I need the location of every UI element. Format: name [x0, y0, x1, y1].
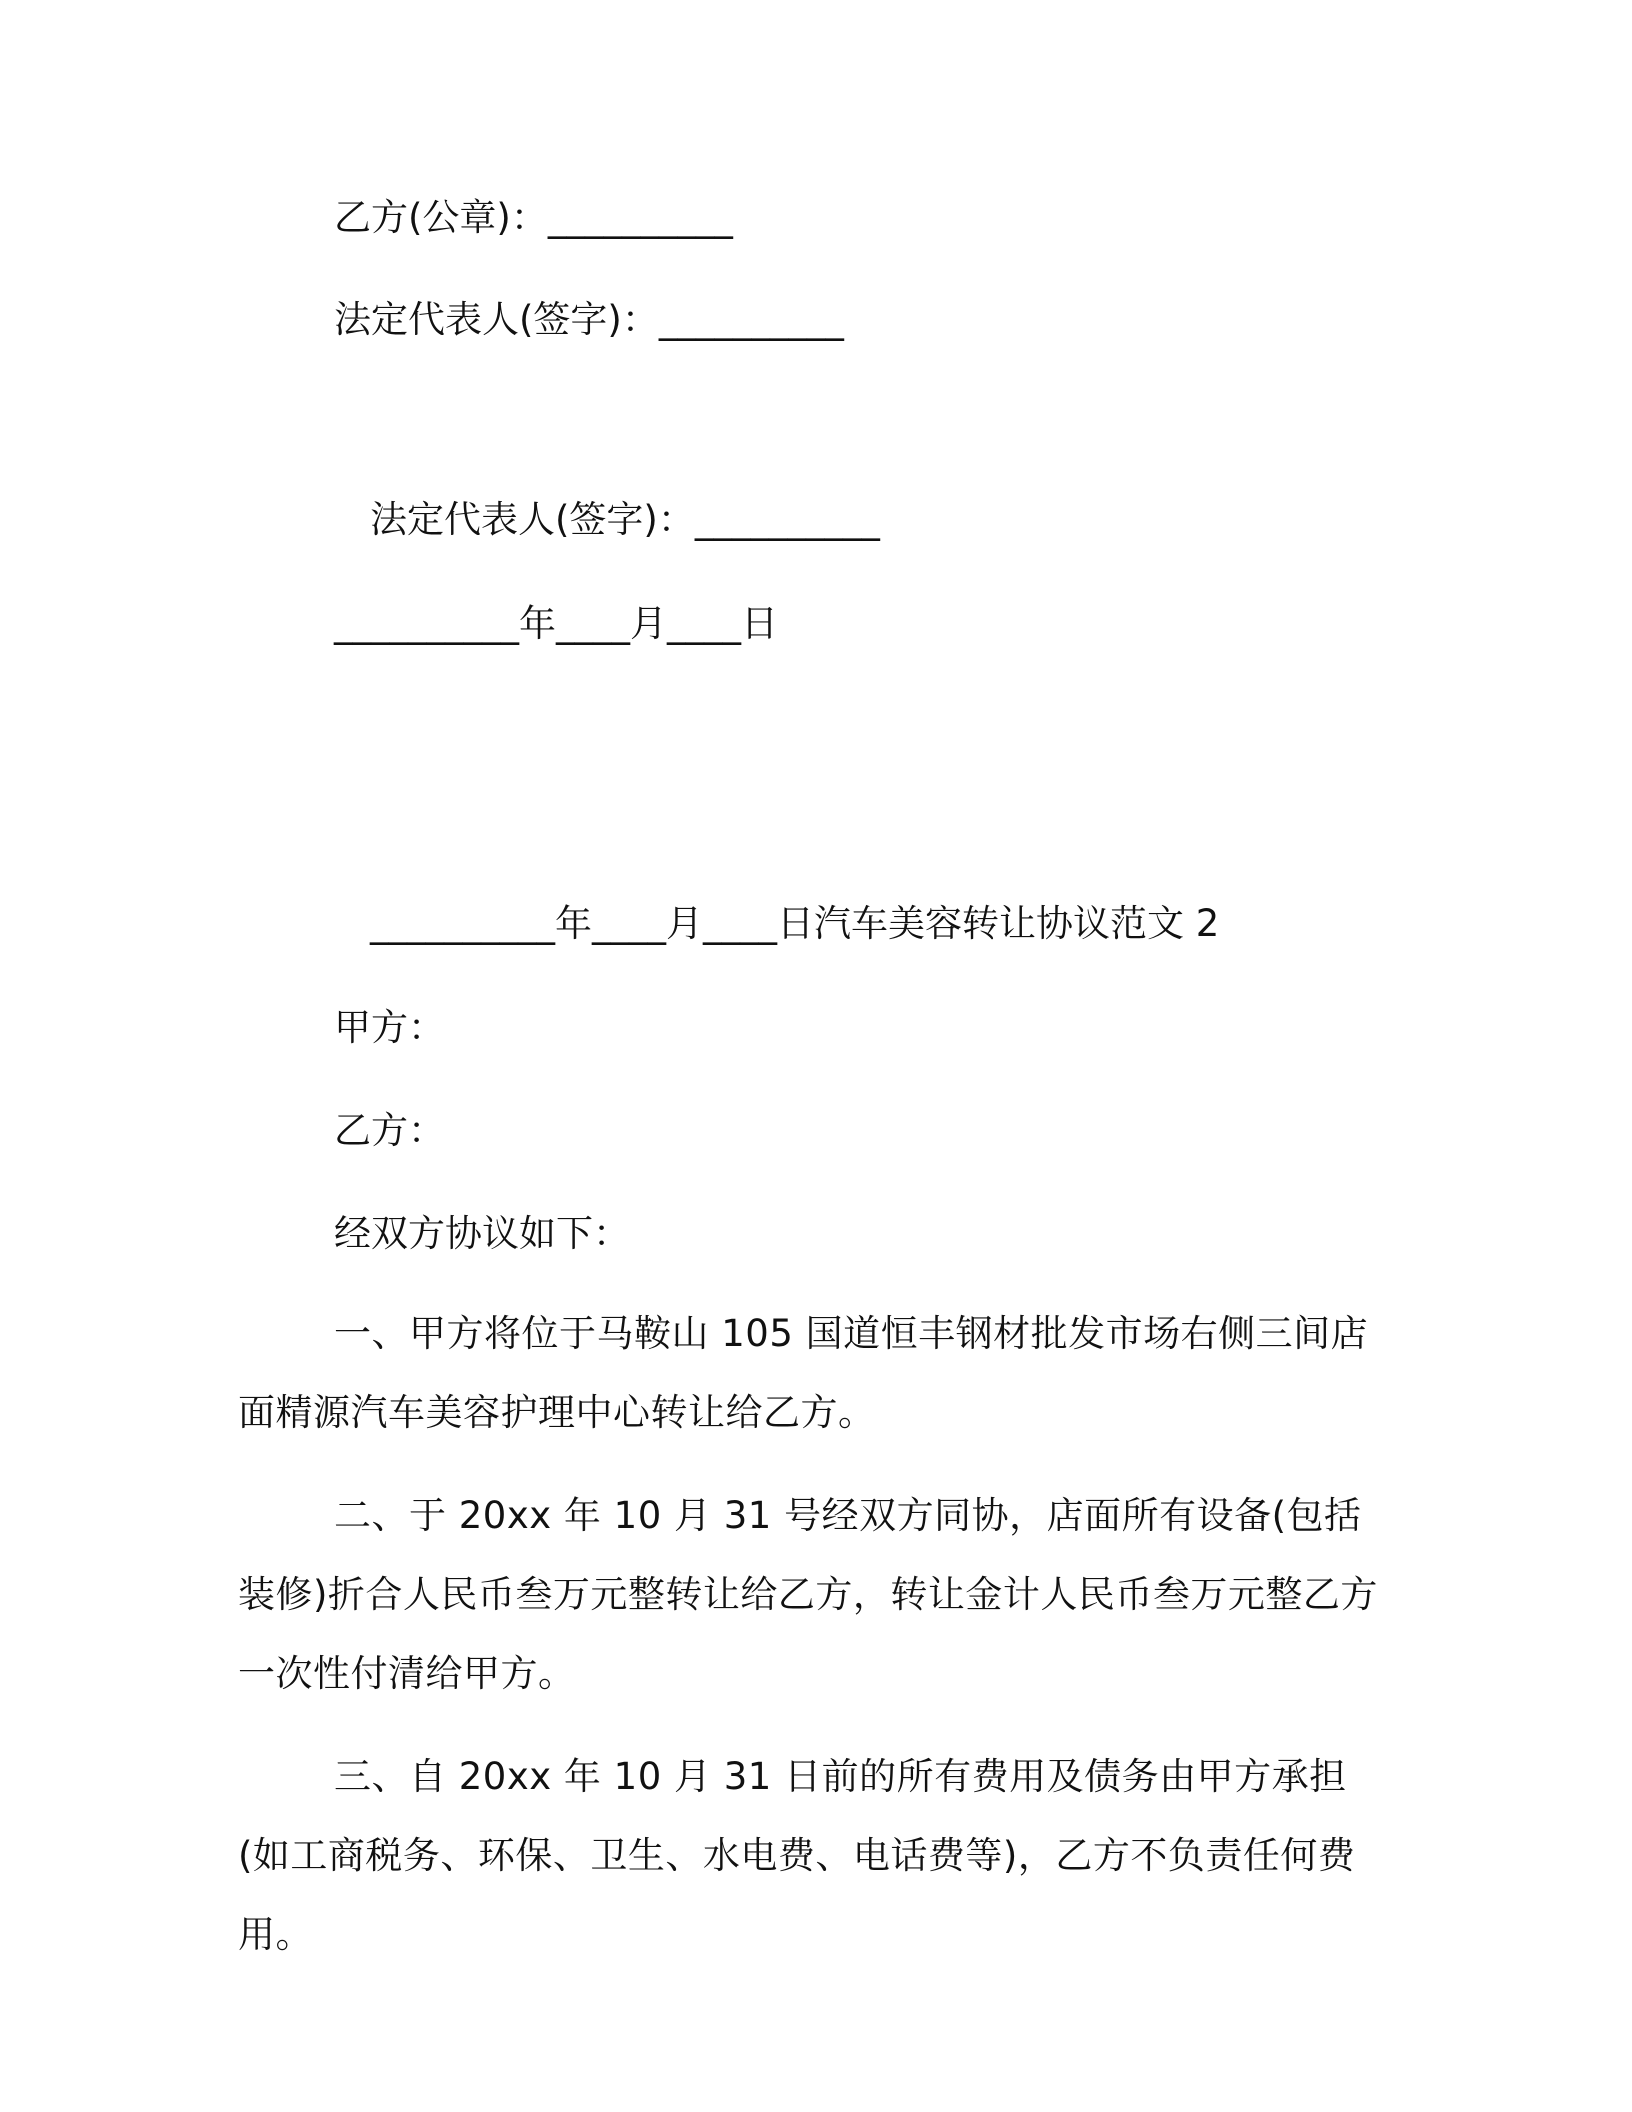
- party-b-label: 乙方：: [334, 1109, 445, 1152]
- date-line-1: __________年____月____日: [334, 602, 778, 645]
- party-b-seal-line: 乙方(公章)：__________: [334, 196, 733, 239]
- clause-2: 二、于 20xx 年 10 月 31 号经双方同协，店面所有设备(包括装修)折合人民币叁万元整转让给乙方，转让金计人民币叁万元整乙方一次性付清给甲方。: [238, 1494, 1378, 1695]
- party-a-label: 甲方：: [334, 1006, 445, 1049]
- legal-rep-signature-line-2: 法定代表人(签字)：__________: [370, 498, 880, 541]
- agreement-title-2: __________年____月____日汽车美容转让协议范文 2: [370, 902, 1220, 945]
- agreement-intro: 经双方协议如下：: [334, 1212, 630, 1255]
- clause-3: 三、自 20xx 年 10 月 31 日前的所有费用及债务由甲方承担(如工商税务、环保、卫生、水电费、电话费等)，乙方不负责任何费用。: [238, 1755, 1356, 1956]
- clause-1: 一、甲方将位于马鞍山 105 国道恒丰钢材批发市场右侧三间店面精源汽车美容护理中心转让给乙方。: [238, 1312, 1369, 1434]
- legal-rep-signature-line-1: 法定代表人(签字)：__________: [334, 298, 844, 341]
